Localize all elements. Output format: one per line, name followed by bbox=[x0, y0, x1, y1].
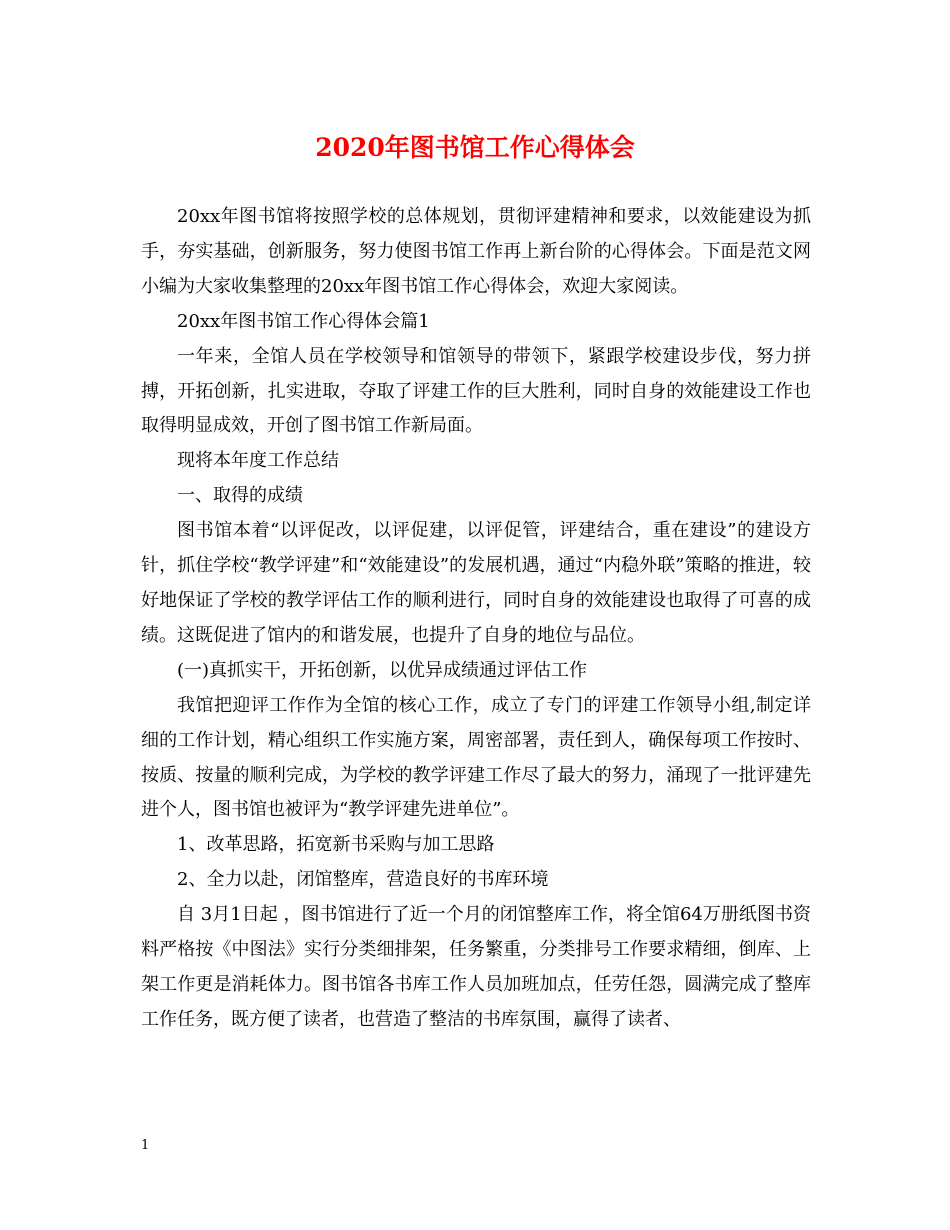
paragraph-intro: 20xx年图书馆将按照学校的总体规划，贯彻评建精神和要求，以效能建设为抓手，夯实基础，创新服务，努力使图书馆工作再上新台阶的心得体会。下面是范文网小编为大家收集整理的20xx年图书馆工作心得体会，欢迎大家阅读。 bbox=[141, 206, 811, 297]
paragraph-section-heading: 20xx年图书馆工作心得体会篇1 bbox=[177, 310, 430, 332]
paragraph: 自 3月1日起 ，图书馆进行了近一个月的闭馆整库工作，将全馆64万册纸图书资料严格按《中图法》实行分类细排架，任务繁重，分类排号工作要求精细，倒库、上架工作更是消耗体力。图书馆各书库工作人员加班加点，任劳任怨，圆满完成了整库工作任务，既方便了读者，也营造了整洁的书库氛围，赢得了读者、 bbox=[141, 904, 811, 1030]
page-number: 1 bbox=[141, 1138, 150, 1153]
paragraph-heading: 一、取得的成绩 bbox=[177, 485, 303, 507]
paragraph-list-item: 2、全力以赴，闭馆整库，营造良好的书库环境 bbox=[177, 869, 549, 891]
paragraph: 我馆把迎评工作作为全馆的核心工作，成立了专门的评建工作领导小组,制定详细的工作计划，精心组织工作实施方案，周密部署，责任到人，确保每项工作按时、按质、按量的顺利完成，为学校的教学评建工作尽了最大的努力，涌现了一批评建先进个人，图书馆也被评为“教学评建先进单位”。 bbox=[141, 694, 811, 821]
paragraph-subheading: (一)真抓实干，开拓创新，以优异成绩通过评估工作 bbox=[177, 659, 588, 681]
paragraph: 现将本年度工作总结 bbox=[177, 450, 339, 472]
document-title: 2020年图书馆工作心得体会 bbox=[315, 133, 635, 162]
paragraph-list-item: 1、改革思路，拓宽新书采购与加工思路 bbox=[177, 834, 495, 856]
paragraph: 一年来，全馆人员在学校领导和馆领导的带领下，紧跟学校建设步伐，努力拼搏，开拓创新，扎实进取，夺取了评建工作的巨大胜利，同时自身的效能建设工作也取得明显成效，开创了图书馆工作新局面。 bbox=[141, 345, 811, 437]
paragraph: 图书馆本着“以评促改，以评促建，以评促管，评建结合，重在建设”的建设方针，抓住学校“教学评建”和“效能建设”的发展机遇，通过“内稳外联”策略的推进，较好地保证了学校的教学评估工作的顺利进行，同时自身的效能建设也取得了可喜的成绩。这既促进了馆内的和谐发展，也提升了自身的地位与品位。 bbox=[141, 520, 811, 646]
document-body bbox=[141, 200, 811, 1038]
